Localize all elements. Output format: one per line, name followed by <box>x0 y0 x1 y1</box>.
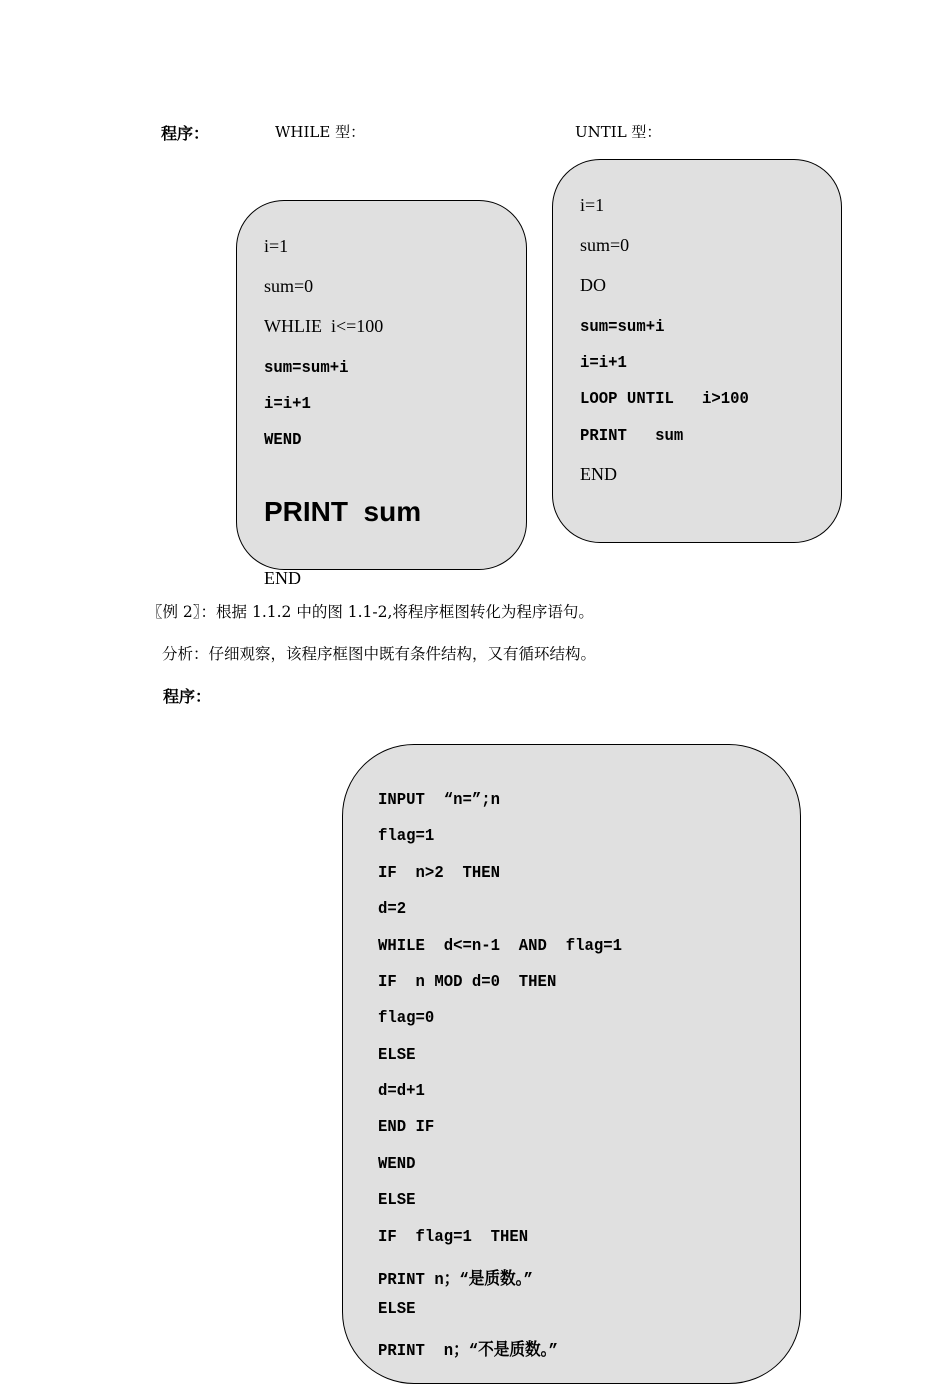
example-2-title: 〖例 2〗：根据 1.1.2 中的图 1.1-2,将程序框图转化为程序语句。 <box>147 603 594 621</box>
prime-line-11: WEND <box>378 1155 416 1174</box>
prime-line-9: d=d+1 <box>378 1082 425 1101</box>
analysis-text: 分析：仔细观察，该程序框图中既有条件结构，又有循环结构。 <box>162 645 597 663</box>
prime-line-10: END IF <box>378 1118 435 1137</box>
until-line-2: sum=0 <box>580 235 630 255</box>
until-program-box <box>552 159 842 543</box>
until-line-3: DO <box>580 275 606 295</box>
while-line-3: WHLIE i<=100 <box>264 316 384 336</box>
while-line-5: i=i+1 <box>264 395 311 414</box>
prime-line-1: INPUT “n=”;n <box>378 791 501 810</box>
while-type-label: WHILE 型： <box>275 123 366 141</box>
until-line-1: i=1 <box>580 195 605 215</box>
prime-line-16: PRINT n；“不是质数。” <box>378 1342 558 1361</box>
program-label-2: 程序： <box>163 687 212 706</box>
prime-line-6: IF n MOD d=0 THEN <box>378 973 557 992</box>
until-line-4: sum=sum+i <box>580 318 665 337</box>
program-label: 程序： <box>161 124 210 143</box>
prime-line-12: ELSE <box>378 1191 416 1210</box>
until-line-8: END <box>580 464 617 484</box>
prime-line-8: ELSE <box>378 1046 416 1065</box>
until-type-label: UNTIL 型： <box>575 123 662 141</box>
while-line-1: i=1 <box>264 236 289 256</box>
while-line-2: sum=0 <box>264 276 314 296</box>
prime-line-2: flag=1 <box>378 827 435 846</box>
prime-line-7: flag=0 <box>378 1009 435 1028</box>
while-end: END <box>264 568 301 588</box>
until-line-5: i=i+1 <box>580 354 627 373</box>
prime-line-5: WHILE d<=n-1 AND flag=1 <box>378 937 623 956</box>
while-line-6: WEND <box>264 431 302 450</box>
prime-line-15: ELSE <box>378 1300 416 1319</box>
while-line-7: PRINT sum <box>264 496 422 527</box>
while-line-4: sum=sum+i <box>264 359 349 378</box>
prime-line-13: IF flag=1 THEN <box>378 1228 529 1247</box>
prime-line-14: PRINT n；“是质数。” <box>378 1271 533 1290</box>
prime-line-3: IF n>2 THEN <box>378 864 501 883</box>
prime-line-4: d=2 <box>378 900 407 919</box>
until-line-7: PRINT sum <box>580 427 684 446</box>
until-line-6: LOOP UNTIL i>100 <box>580 390 749 409</box>
